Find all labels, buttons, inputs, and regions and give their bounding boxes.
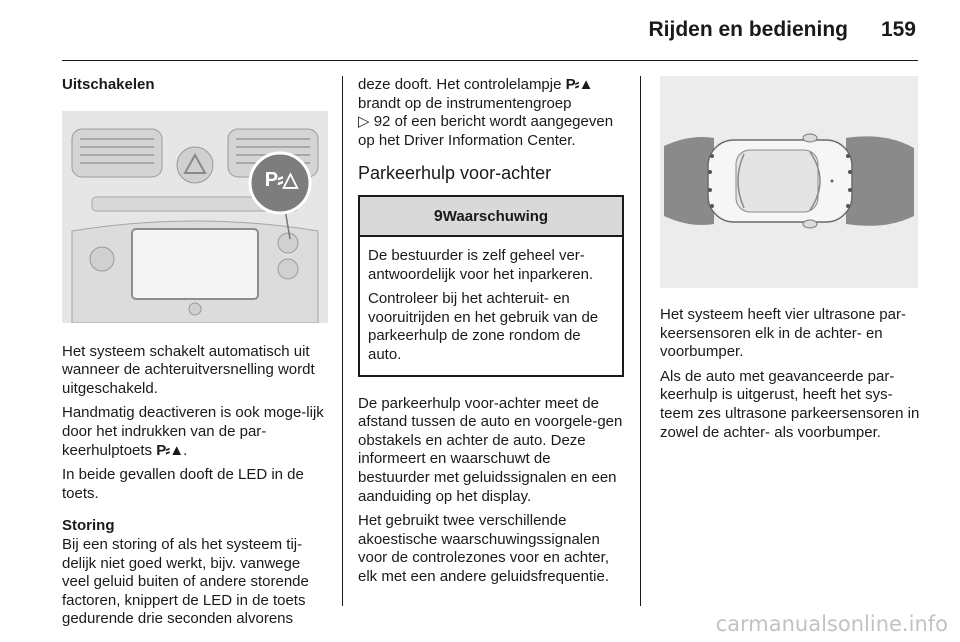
section-heading-parkeerhulp: Parkeerhulp voor-achter [358, 163, 552, 184]
column-3 [660, 76, 922, 448]
subheading-storing: Storing [62, 517, 115, 535]
paragraph-signals: Het gebruikt twee verschillende akoestische waarschuwingssignalen voor de controlezones voor en achter, elk met een andere geluidsfrequentie. [358, 512, 610, 585]
park-assist-icon: P⸗▲ [565, 76, 593, 93]
column-2 [358, 76, 624, 592]
column-divider-2 [640, 76, 641, 606]
header-rule [62, 60, 918, 61]
watermark: carmanualsonline.info [715, 612, 948, 636]
warning-paragraph-2: Controleer bij het achteruit- en vooruitrijden en het gebruik van de parkeerhulp de zone rondom de auto. [368, 290, 599, 363]
subheading-uitschakelen: Uitschakelen [62, 76, 155, 93]
paragraph-six-sensors: Als de auto met geavanceerde par-keerhulp is uitgerust, heeft het sys-teem zes ultrasone parkeersensoren in zowel de achter- als voorbumper. [660, 367, 920, 441]
warning-title: Waarschuwing [442, 207, 549, 225]
paragraph-control-lamp-text: deze dooft. Het controlelampje [358, 76, 566, 93]
paragraph-manual-off [62, 404, 328, 460]
paragraph-control-lamp-ref: 92 of een bericht wordt aangegeven op het Driver Information Center. [358, 113, 614, 149]
page-header [0, 0, 960, 60]
paragraph-led-off: In beide gevallen dooft de LED in de toets. [62, 466, 304, 502]
paragraph-storing: Bij een storing of als het systeem tij-delijk niet goed werkt, bijv. vanwege veel geluid buiten of andere storende factoren, knippert de LED in de toets gedurende drie seconden alvorens [62, 535, 309, 628]
car-sensor-figure [660, 76, 918, 288]
column-divider-1 [342, 76, 343, 606]
park-assist-button-glyph: P⸗△ [264, 168, 298, 191]
paragraph-manual-off-end: . [183, 441, 188, 459]
dashboard-figure [62, 111, 328, 323]
page-number: 159 [880, 18, 916, 41]
park-assist-icon: P⸗▲ [156, 441, 184, 459]
header-title: Rijden en bediening [648, 18, 848, 41]
warning-header [360, 197, 622, 237]
car-sensor-illustration [660, 76, 918, 288]
paragraph-control-lamp-line2: brandt op de instrumentengroep [358, 94, 572, 112]
dashboard-illustration [62, 111, 328, 323]
paragraph-manual-off-text: Handmatig deactiveren is ook moge-lijk door het indrukken van de par-keerhulptoets [62, 404, 324, 459]
paragraph-four-sensors: Het systeem heeft vier ultrasone par-keersensoren elk in de achter- en voorbumper. [660, 306, 906, 361]
warning-body [360, 237, 622, 375]
reference-arrow-icon: ▷ [358, 113, 370, 131]
paragraph-auto-off: Het systeem schakelt automatisch uit wanneer de achteruitversnelling wordt uitgeschakeld. [62, 342, 315, 397]
paragraph-measure: De parkeerhulp voor-achter meet de afstand tussen de auto en voorgele-gen obstakels en achter de auto. Deze informeert en waarschuwt de bestuurder met geluidssignalen en een aanduiding op het display. [358, 394, 623, 505]
warning-box [358, 195, 624, 377]
paragraph-control-lamp [358, 76, 624, 150]
warning-paragraph-1: De bestuurder is zelf geheel ver-antwoordelijk voor het inparkeren. [368, 246, 594, 283]
column-1 [62, 76, 328, 635]
warning-icon: 9 [433, 207, 443, 225]
